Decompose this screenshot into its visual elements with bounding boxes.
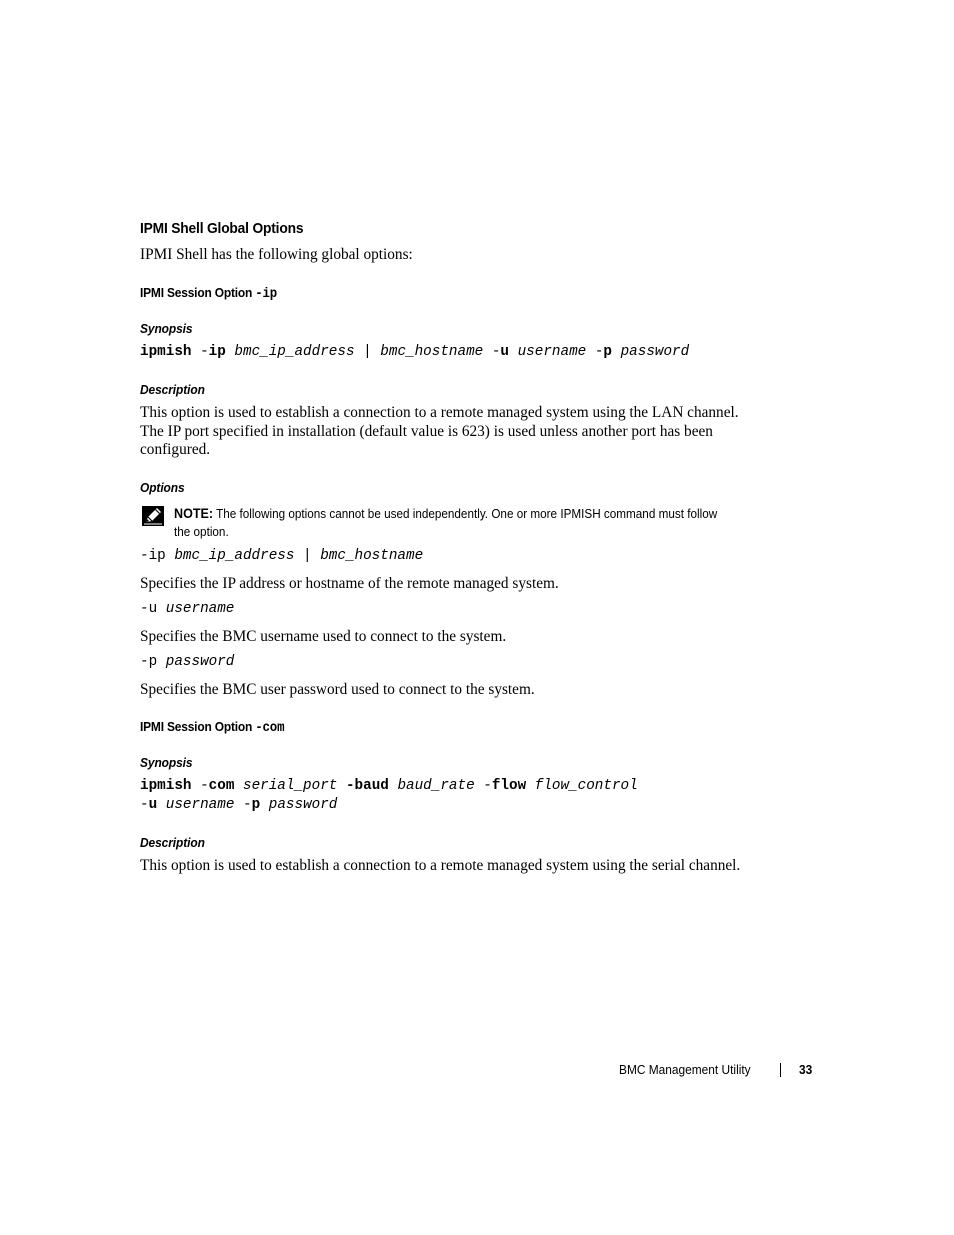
com-description-heading: Description (140, 835, 205, 850)
arg-serial-port: serial_port (234, 778, 346, 794)
arg-bmc-ip-address: bmc_ip_address (225, 344, 355, 360)
dash: - (191, 778, 209, 794)
arg-flow-control: flow_control (526, 778, 638, 794)
section-title: IPMI Shell Global Options (140, 220, 304, 237)
flag-p: p (251, 797, 261, 813)
dash: - (474, 778, 492, 794)
ip-description-line-1: This option is used to establish a connection to a remote managed system using the LAN channel. (140, 404, 739, 421)
opt-ip-description: Specifies the IP address or hostname of the remote managed system. (140, 575, 559, 592)
dash: - (191, 344, 209, 360)
page-number: 33 (799, 1062, 813, 1077)
ip-option-heading (140, 285, 277, 302)
opt-ip-arg2: bmc_hostname (320, 548, 424, 564)
cmd-ipmish: ipmish (140, 344, 192, 360)
flag-u: u (148, 797, 158, 813)
flag-u: u (500, 344, 510, 360)
arg-bmc-hostname: bmc_hostname (380, 344, 484, 360)
arg-username: username (509, 344, 587, 360)
opt-u-flag: -u (140, 601, 158, 617)
com-synopsis-line-2 (140, 797, 337, 813)
cmd-ipmish: ipmish (140, 778, 192, 794)
ip-description-line-3: configured. (140, 441, 211, 458)
opt-p-arg: password (157, 654, 235, 670)
com-description: This option is used to establish a connection to a remote managed system using the serial channel. (140, 857, 741, 874)
arg-password: password (260, 797, 338, 813)
flag-p: p (603, 344, 612, 360)
footer-divider (780, 1063, 781, 1077)
opt-p-description: Specifies the BMC user password used to connect to the system. (140, 681, 535, 698)
pencil-note-icon (142, 506, 164, 526)
com-option-heading-code: -com (255, 721, 285, 736)
ip-description-heading: Description (140, 382, 205, 397)
flag-baud: -baud (345, 778, 389, 794)
options-heading: Options (140, 480, 185, 495)
arg-username: username (157, 797, 235, 813)
opt-ip-arg1: bmc_ip_address (165, 548, 295, 564)
opt-u-syntax (140, 601, 234, 617)
opt-u-arg: username (157, 601, 235, 617)
opt-ip-flag: -ip (140, 548, 166, 564)
note-label: NOTE: (174, 506, 214, 521)
ip-synopsis-heading: Synopsis (140, 321, 193, 336)
opt-ip-sep: | (294, 548, 321, 564)
ip-option-heading-text: IPMI Session Option (140, 285, 256, 300)
dash: - (234, 797, 252, 813)
flag-com: com (208, 778, 235, 794)
separator: | (354, 344, 381, 360)
opt-u-description: Specifies the BMC username used to connect to the system. (140, 628, 507, 645)
flag-flow: flow (491, 778, 527, 794)
opt-ip-syntax (140, 548, 423, 564)
note-line-2: the option. (174, 525, 229, 539)
com-synopsis-heading: Synopsis (140, 755, 193, 770)
dash: - (483, 344, 501, 360)
footer-title: BMC Management Utility (619, 1062, 751, 1077)
arg-baud-rate: baud_rate (388, 778, 475, 794)
dash: - (140, 797, 149, 813)
dash: - (586, 344, 604, 360)
note-line-1 (174, 505, 717, 523)
note-text: The following options cannot be used independently. One or more IPMISH command must follow (213, 507, 718, 521)
ip-synopsis-command (140, 344, 689, 360)
opt-p-syntax (140, 654, 234, 670)
ip-description-line-2: The IP port specified in installation (default value is 623) is used unless another port has been (140, 423, 713, 440)
arg-password: password (612, 344, 690, 360)
ip-option-heading-code: -ip (255, 287, 278, 302)
intro-text: IPMI Shell has the following global options: (140, 246, 413, 263)
opt-p-flag: -p (140, 654, 158, 670)
flag-ip: ip (208, 344, 226, 360)
com-synopsis-line-1 (140, 778, 638, 794)
com-option-heading (140, 719, 284, 736)
com-option-heading-text: IPMI Session Option (140, 719, 256, 734)
